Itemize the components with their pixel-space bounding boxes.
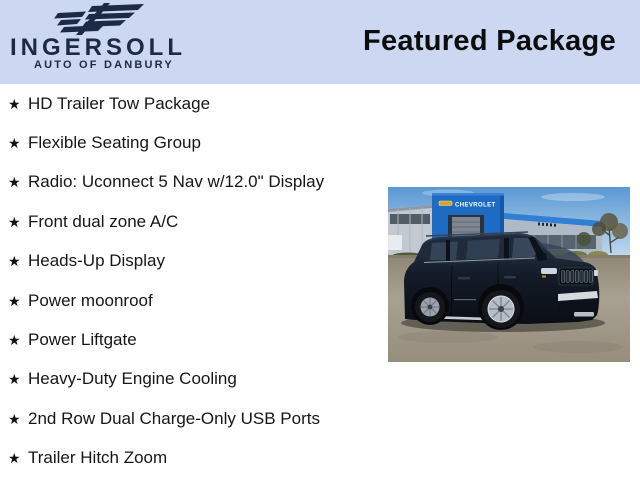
- front-wheel: [478, 284, 524, 330]
- feature-text: Power Liftgate: [28, 330, 137, 350]
- header: [0, 0, 640, 84]
- feature-text: HD Trailer Tow Package: [28, 93, 211, 113]
- star-icon: ★: [8, 332, 21, 349]
- list-item: [8, 439, 396, 478]
- list-item: [8, 320, 396, 359]
- list-item: [8, 202, 396, 241]
- feature-text: Power moonroof: [28, 290, 153, 310]
- dealer-logo: [0, 0, 215, 71]
- star-icon: ★: [8, 213, 21, 230]
- star-icon: ★: [8, 371, 21, 388]
- list-item: [8, 123, 396, 162]
- list-item: [8, 163, 396, 202]
- page-title: Featured Package: [362, 25, 616, 57]
- feature-text: Radio: Uconnect 5 Nav w/12.0" Display: [28, 172, 325, 192]
- feature-text: Front dual zone A/C: [28, 211, 179, 231]
- list-item: [8, 360, 396, 399]
- brand-name: INGERSOLL: [10, 34, 187, 61]
- chevrolet-sign-text: CHEVROLET: [455, 202, 496, 209]
- vehicle-photo: [388, 187, 630, 362]
- star-icon: ★: [8, 292, 21, 309]
- star-icon: ★: [8, 174, 21, 191]
- feature-text: Heavy-Duty Engine Cooling: [28, 369, 237, 389]
- vehicle-photo-illustration: [388, 187, 630, 362]
- list-item: [8, 281, 396, 320]
- star-icon: ★: [8, 410, 21, 427]
- list-item: [8, 399, 396, 438]
- chevrolet-bowtie-icon: [439, 201, 452, 206]
- ingersoll-flag-icon: [48, 3, 148, 37]
- star-icon: ★: [8, 95, 21, 112]
- star-icon: ★: [8, 135, 21, 152]
- list-item: [8, 242, 396, 281]
- list-item: [8, 84, 396, 123]
- star-icon: ★: [8, 253, 21, 270]
- rear-wheel: [411, 287, 449, 325]
- feature-list: [0, 84, 396, 478]
- feature-text: Heads-Up Display: [28, 251, 165, 271]
- star-icon: ★: [8, 450, 21, 467]
- feature-text: Flexible Seating Group: [28, 133, 201, 153]
- feature-text: 2nd Row Dual Charge-Only USB Ports: [28, 408, 320, 428]
- brand-tagline: AUTO OF DANBURY: [34, 59, 174, 71]
- feature-text: Trailer Hitch Zoom: [28, 448, 168, 468]
